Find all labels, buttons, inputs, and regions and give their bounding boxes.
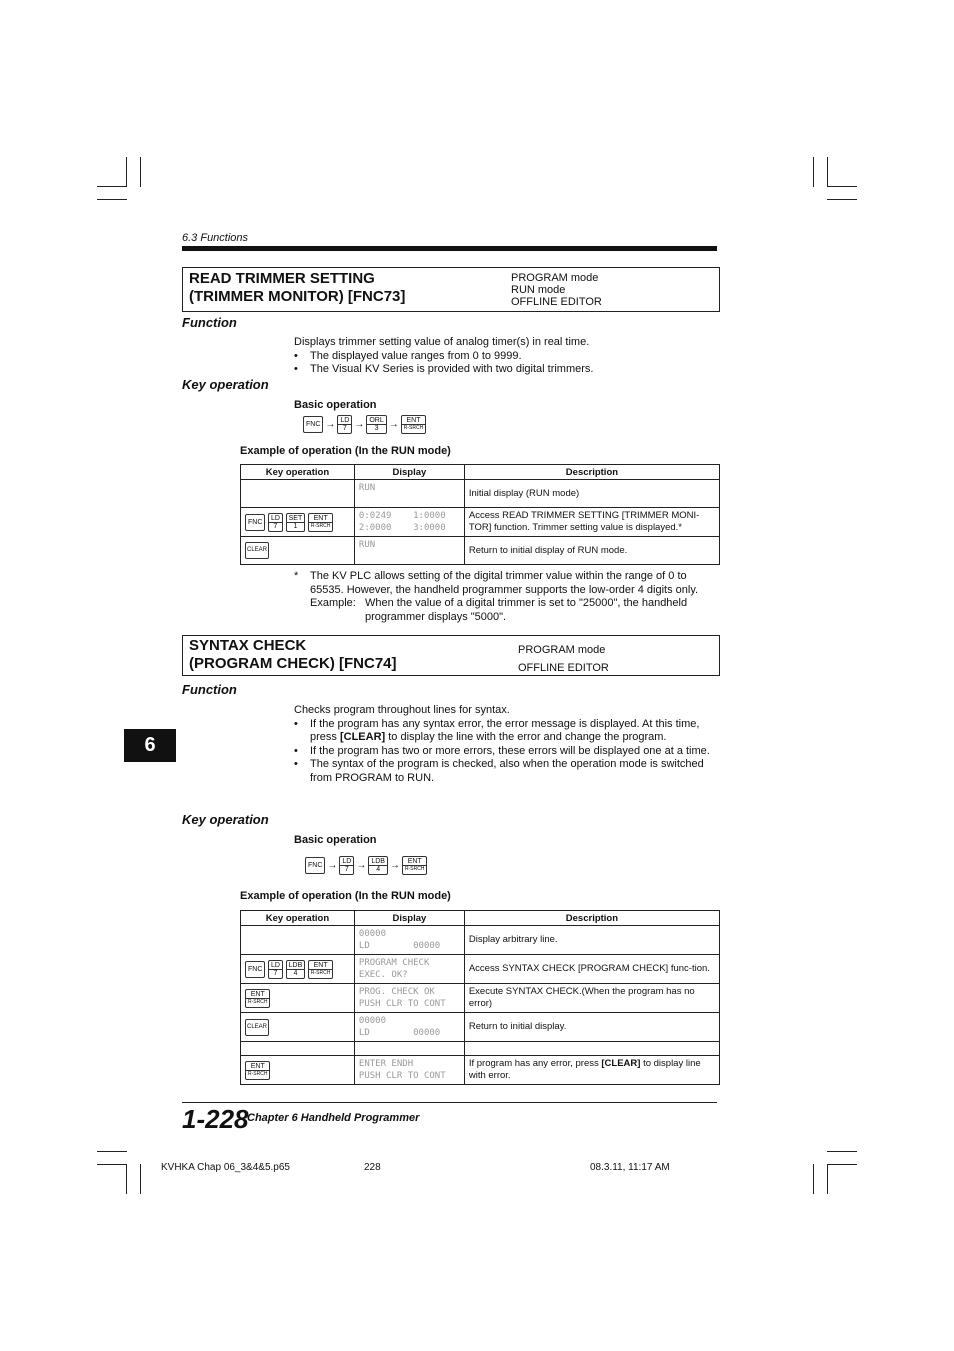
key-cell (241, 984, 355, 1013)
col-header: Description (464, 911, 719, 926)
bullet-item: • If the program has two or more errors, these errors will be displayed one at a time. (294, 745, 719, 759)
display-cell: 00000 LD 00000 (354, 926, 464, 955)
crop-mark (813, 157, 814, 187)
ent-key: ENT R-SRCH (402, 856, 427, 875)
arrow-right-icon: → (388, 419, 399, 430)
footnote-mark: * (294, 570, 299, 582)
ldb-key: LDB 4 (286, 960, 306, 979)
fnc73-basic-op-label: Basic operation (294, 399, 377, 411)
running-header: 6.3 Functions (182, 232, 249, 244)
fnc74-operation-table (240, 910, 720, 1085)
footer-chapter: Chapter 6 Handheld Programmer (247, 1112, 420, 1124)
key-cell (241, 1042, 355, 1056)
page-number: 1-228 (182, 1104, 249, 1134)
table-row (241, 926, 720, 955)
crop-mark (140, 157, 141, 187)
col-header: Key operation (241, 911, 355, 926)
fnc73-function-body (294, 336, 719, 377)
desc-cell: Return to initial display of RUN mode. (464, 537, 719, 565)
key-cell (241, 508, 355, 537)
slug-page: 228 (364, 1162, 381, 1173)
key-cell (241, 1056, 355, 1085)
fnc73-basic-key-sequence (303, 415, 426, 434)
table-row (241, 508, 720, 537)
ent-key: ENT R-SRCH (401, 415, 426, 434)
crop-mark (97, 199, 127, 200)
desc-cell: Execute SYNTAX CHECK.(When the program has no error) (464, 984, 719, 1013)
display-cell: 0:0249 1:0000 2:0000 3:0000 (354, 508, 464, 537)
key-cell (241, 480, 355, 508)
footnote-example-label: Example: (310, 597, 356, 609)
crop-mark (97, 1164, 127, 1165)
display-cell: 00000 LD 00000 (354, 1013, 464, 1042)
key-cell (241, 537, 355, 565)
bullet-item: • The displayed value ranges from 0 to 9999. (294, 350, 719, 364)
table-row (241, 955, 720, 984)
display-cell: RUN (354, 480, 464, 508)
desc-cell (464, 1042, 719, 1056)
desc-cell: Access READ TRIMMER SETTING [TRIMMER MONI-TOR] function. Trimmer setting value is displayed.* (464, 508, 719, 537)
orl-key: ORL 3 (366, 415, 386, 434)
desc-cell: If program has any error, press [CLEAR] to display line with error. (464, 1056, 719, 1085)
fnc73-function-heading: Function (182, 315, 237, 330)
col-header: Display (354, 465, 464, 480)
mode-item: PROGRAM mode (511, 272, 599, 284)
key-cell (241, 955, 355, 984)
footnote-example-text: When the value of a digital trimmer is set to "25000", the handheld programmer displays "5000". (365, 597, 688, 623)
key-cell (241, 926, 355, 955)
bullet-item: • If the program has any syntax error, the error message is displayed. At this time, press [CLEAR] to display the line with the error and change the program. (294, 718, 719, 745)
arrow-right-icon: → (389, 860, 400, 871)
fnc73-example-label: Example of operation (In the RUN mode) (240, 445, 451, 457)
crop-mark (827, 157, 828, 187)
col-header: Display (354, 911, 464, 926)
ld-key: $\frac{LD}{7}$ (337, 415, 352, 434)
crop-mark (827, 1164, 857, 1165)
fnc-key: FNC (245, 514, 265, 531)
display-cell: ENTER ENDH PUSH CLR TO CONT (354, 1056, 464, 1085)
table-row (241, 984, 720, 1013)
ld-key: $\frac{LD}{7}$ (339, 856, 354, 875)
ldb-key: LDB 4 (368, 856, 388, 875)
display-cell: PROG. CHECK OK PUSH CLR TO CONT (354, 984, 464, 1013)
footnote-text: The KV PLC allows setting of the digital trimmer value within the range of 0 to 65535. However, the handheld programmer supports the low-order 4 digits only. (310, 570, 699, 596)
bullet-item: • The syntax of the program is checked, also when the operation mode is switched from PROGRAM to RUN. (294, 758, 719, 785)
fnc73-title-line2: (TRIMMER MONITOR) [FNC73] (189, 288, 406, 305)
table-row (241, 480, 720, 508)
display-cell: PROGRAM CHECK EXEC. OK? (354, 955, 464, 984)
arrow-right-icon: → (356, 860, 367, 871)
mode-item: RUN mode (511, 284, 566, 296)
chapter-tab: 6 (124, 729, 176, 762)
fnc-key: FNC (245, 961, 265, 978)
fnc74-basic-key-sequence (305, 856, 427, 875)
table-header-row (241, 465, 720, 480)
desc-cell: Display arbitrary line. (464, 926, 719, 955)
col-header: Description (464, 465, 719, 480)
function-intro: Displays trimmer setting value of analog timer(s) in real time. (294, 336, 590, 348)
crop-mark (827, 1151, 857, 1152)
fnc74-modes (518, 641, 609, 677)
table-header-row (241, 911, 720, 926)
mode-item: OFFLINE EDITOR (518, 662, 609, 674)
crop-mark (140, 1164, 141, 1194)
fnc74-title-line1: SYNTAX CHECK (189, 637, 307, 654)
crop-mark (97, 1151, 127, 1152)
desc-cell: Access SYNTAX CHECK [PROGRAM CHECK] func-tion. (464, 955, 719, 984)
arrow-right-icon: → (325, 419, 336, 430)
fnc73-title-line1: READ TRIMMER SETTING (189, 270, 375, 287)
ld-key: $\frac{LD}{7}$ (268, 960, 283, 979)
display-cell: RUN (354, 537, 464, 565)
fnc-key: FNC (305, 857, 325, 874)
mode-item: PROGRAM mode (518, 644, 606, 656)
fnc73-operation-table (240, 464, 720, 565)
header-rule (182, 246, 717, 251)
function-intro: Checks program throughout lines for syntax. (294, 704, 510, 716)
col-header: Key operation (241, 465, 355, 480)
fnc74-keyop-heading: Key operation (182, 812, 269, 827)
arrow-right-icon: → (354, 419, 365, 430)
fnc73-modes (511, 272, 602, 308)
ld-key: $\frac{LD}{7}$ (268, 513, 283, 532)
table-row (241, 1042, 720, 1056)
slug-file: KVHKA Chap 06_3&4&5.p65 (161, 1162, 290, 1173)
crop-mark (813, 1164, 814, 1194)
fnc74-title-line2: (PROGRAM CHECK) [FNC74] (189, 655, 397, 672)
clear-key: CLEAR (245, 542, 269, 559)
ent-key: ENT R-SRCH (245, 989, 270, 1008)
desc-cell: Initial display (RUN mode) (464, 480, 719, 508)
crop-mark (126, 1164, 127, 1194)
mode-item: OFFLINE EDITOR (511, 296, 602, 308)
fnc-key: FNC (303, 416, 323, 433)
set-key: SET 1 (286, 513, 306, 532)
arrow-right-icon: → (327, 860, 338, 871)
display-cell (354, 1042, 464, 1056)
bullet-item: • The Visual KV Series is provided with two digital trimmers. (294, 363, 719, 377)
crop-mark (827, 1164, 828, 1194)
fnc73-keyop-heading: Key operation (182, 377, 269, 392)
crop-mark (827, 186, 857, 187)
table-row (241, 537, 720, 565)
fnc74-example-label: Example of operation (In the RUN mode) (240, 890, 451, 902)
fnc74-basic-op-label: Basic operation (294, 834, 377, 846)
crop-mark (126, 157, 127, 187)
ent-key: ENT R-SRCH (308, 513, 333, 532)
clear-key: CLEAR (245, 1019, 269, 1036)
table-row (241, 1056, 720, 1085)
fnc74-function-heading: Function (182, 682, 237, 697)
slug-date: 08.3.11, 11:17 AM (590, 1162, 670, 1173)
desc-cell: Return to initial display. (464, 1013, 719, 1042)
fnc74-function-body (294, 704, 719, 785)
crop-mark (97, 186, 127, 187)
footer-rule (182, 1102, 717, 1103)
ent-key: ENT R-SRCH (308, 960, 333, 979)
ent-key: ENT R-SRCH (245, 1061, 270, 1080)
table-row (241, 1013, 720, 1042)
key-cell (241, 1013, 355, 1042)
crop-mark (827, 199, 857, 200)
